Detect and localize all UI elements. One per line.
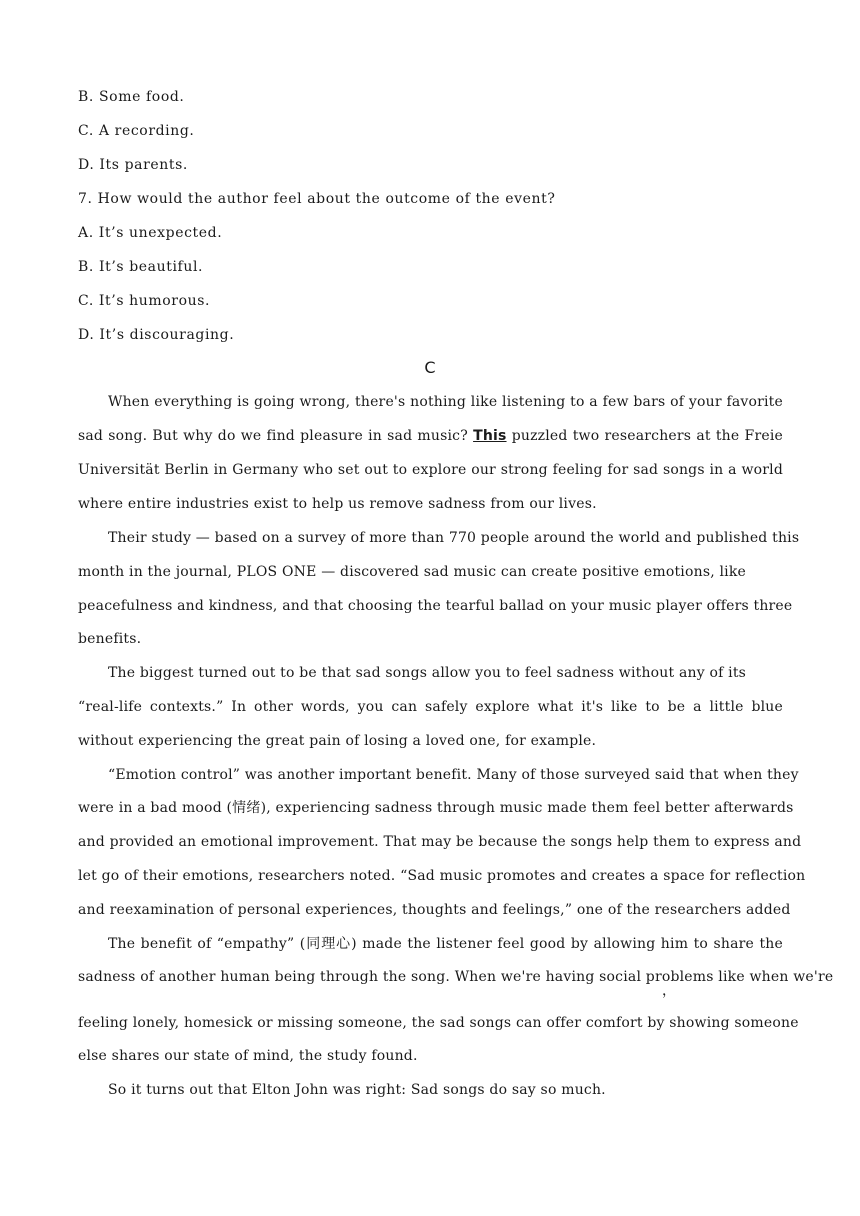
q6-option-d: D. Its parents. — [78, 157, 188, 173]
p2-line-4: benefits. — [78, 631, 142, 647]
q7-option-a: A. It’s unexpected. — [78, 225, 223, 241]
passage-heading: C — [424, 358, 436, 377]
p5-line-3: feeling lonely, homesick or missing someone, the sad songs can offer comfort by showing someone — [78, 1015, 799, 1031]
p4-line-3: and provided an emotional improvement. That may be because the songs help them to express and — [78, 834, 802, 850]
p1-line-3: Universität Berlin in Germany who set out to explore our strong feeling for sad songs in a world — [78, 462, 783, 478]
p1-line-2-post: puzzled two researchers at the Freie — [511, 428, 783, 444]
p4-line-2: were in a bad mood (情绪), experiencing sadness through music made them feel better afterwards — [78, 800, 794, 816]
p5-line-1: The benefit of “empathy” (同理心) made the listener feel good by allowing him to share the — [108, 936, 783, 952]
p1-line-2 — [78, 427, 783, 445]
stray-comma: ， — [662, 983, 676, 999]
p3-line-3: without experiencing the great pain of losing a loved one, for example. — [78, 733, 597, 749]
p5-line-2: sadness of another human being through the song. When we're having social problems like when we're — [78, 969, 834, 985]
p3-line-1: The biggest turned out to be that sad songs allow you to feel sadness without any of its — [108, 665, 747, 681]
p4-line-4: let go of their emotions, researchers noted. “Sad music promotes and creates a space for reflection — [78, 868, 806, 884]
p4-line-1: “Emotion control” was another important benefit. Many of those surveyed said that when they — [108, 767, 799, 783]
p1-line-1: When everything is going wrong, there's nothing like listening to a few bars of your favorite — [108, 394, 783, 410]
emphasized-word: This — [473, 428, 507, 444]
q6-option-b: B. Some food. — [78, 89, 185, 105]
q7-option-d: D. It’s discouraging. — [78, 327, 235, 343]
p1-line-4: where entire industries exist to help us remove sadness from our lives. — [78, 496, 597, 512]
p1-line-2-pre: sad song. But why do we find pleasure in sad music? — [78, 428, 468, 444]
p3-line-2: “real-life contexts.” In other words, you can safely explore what it's like to be a little blue — [78, 699, 783, 715]
q6-option-c: C. A recording. — [78, 123, 195, 139]
p2-line-2: month in the journal, PLOS ONE — discovered sad music can create positive emotions, like — [78, 564, 747, 580]
p2-line-3: peacefulness and kindness, and that choosing the tearful ballad on your music player offers three — [78, 598, 793, 614]
p5-line-4: else shares our state of mind, the study found. — [78, 1048, 418, 1064]
p2-line-1: Their study — based on a survey of more than 770 people around the world and published this — [108, 530, 800, 546]
q7-stem: 7. How would the author feel about the outcome of the event? — [78, 191, 556, 207]
p4-line-5: and reexamination of personal experiences, thoughts and feelings,” one of the researchers added — [78, 902, 791, 918]
q7-option-b: B. It’s beautiful. — [78, 259, 204, 275]
p6-line-1: So it turns out that Elton John was right: Sad songs do say so much. — [108, 1082, 606, 1098]
q7-option-c: C. It’s humorous. — [78, 293, 211, 309]
